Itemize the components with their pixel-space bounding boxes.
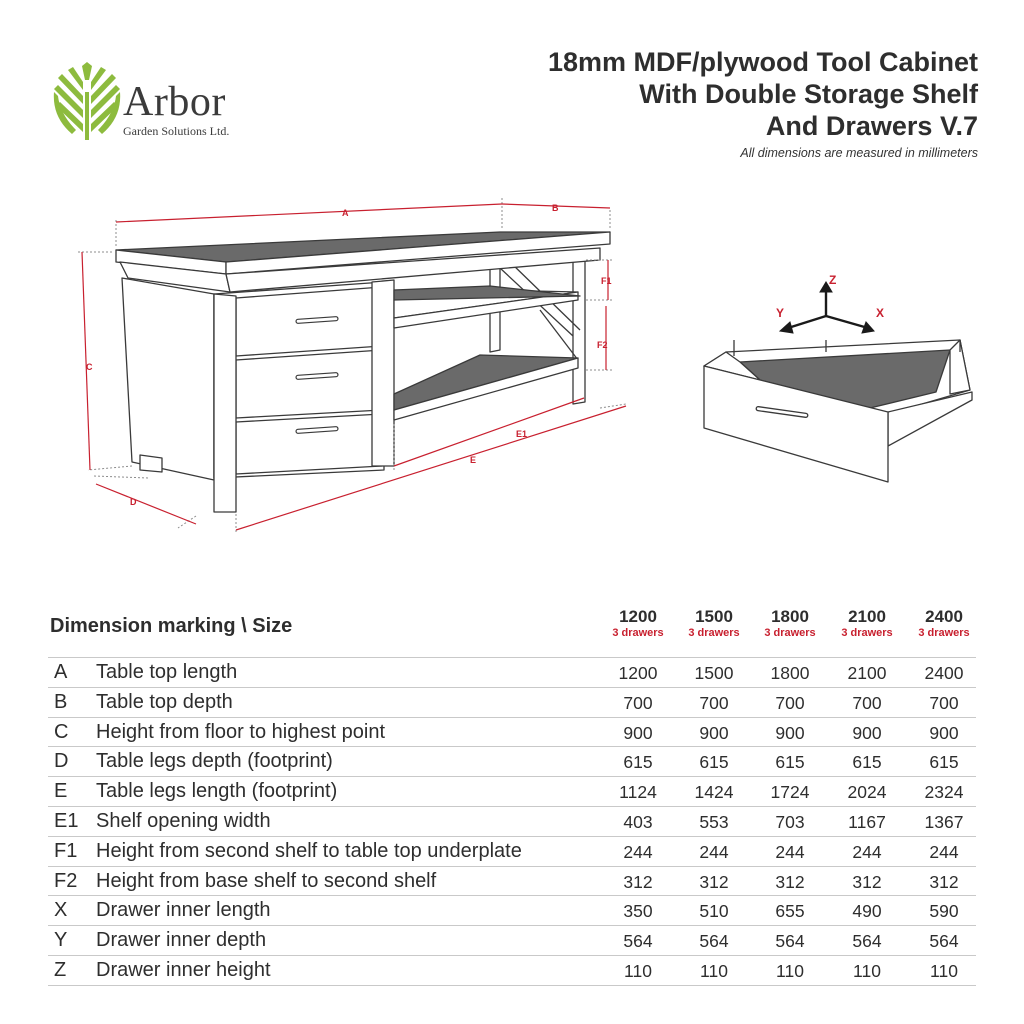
dimension-value: 244 — [699, 841, 729, 862]
drawer-count: 3 drawers — [764, 627, 816, 639]
dimension-mark: B — [54, 690, 68, 713]
drawer-count: 3 drawers — [841, 627, 893, 639]
dimension-value: 655 — [775, 901, 805, 922]
size-label: 2100 — [848, 607, 886, 626]
dim-label-f1: F1 — [601, 276, 612, 286]
dimension-value: 900 — [623, 722, 653, 743]
dimension-value: 703 — [775, 811, 805, 832]
table-row — [48, 895, 976, 925]
dimension-value: 615 — [623, 752, 653, 773]
dimension-value: 110 — [776, 960, 804, 981]
dim-label-e: E — [470, 455, 477, 465]
drawer-count: 3 drawers — [688, 627, 740, 639]
table-row — [48, 776, 976, 806]
dimension-mark: D — [54, 750, 69, 773]
table-row — [48, 717, 976, 747]
drawer-count: 3 drawers — [918, 627, 970, 639]
dimension-label: Table top length — [96, 661, 238, 683]
axis-label-z: Z — [829, 273, 837, 287]
dimension-value: 244 — [852, 841, 882, 862]
size-label: 1200 — [619, 607, 657, 626]
dimension-label: Drawer inner depth — [96, 929, 267, 952]
dimension-mark: X — [54, 899, 68, 922]
table-row — [48, 955, 976, 986]
dimension-mark: F1 — [54, 839, 78, 862]
title-line-2: With Double Storage Shelf — [639, 79, 978, 109]
size-label: 1500 — [695, 607, 733, 626]
dim-label-b: B — [552, 203, 559, 213]
dimension-label: Height from base shelf to second shelf — [96, 869, 437, 892]
brand-name: Arbor — [123, 79, 226, 125]
dimension-value: 1124 — [619, 782, 657, 803]
dimension-value: 312 — [929, 871, 959, 892]
dimension-value: 564 — [623, 931, 653, 952]
dim-label-c: C — [86, 362, 93, 372]
dimension-value: 900 — [775, 722, 805, 743]
dimension-value: 564 — [929, 931, 959, 952]
dimension-value: 110 — [930, 960, 958, 981]
dimension-label: Height from second shelf to table top underplate — [96, 839, 522, 862]
title-line-3: And Drawers V.7 — [765, 111, 978, 141]
dimension-value: 350 — [623, 901, 653, 922]
brand-tagline: Garden Solutions Ltd. — [123, 124, 230, 138]
dimension-value: 700 — [623, 692, 653, 713]
dimension-label: Table top depth — [96, 690, 233, 713]
dimension-value: 900 — [699, 722, 729, 743]
dimension-value: 564 — [775, 931, 805, 952]
size-column-header — [598, 607, 678, 639]
dimension-value: 590 — [929, 901, 959, 922]
size-column-header — [750, 607, 830, 639]
dimension-value: 615 — [699, 752, 729, 773]
table-row — [48, 657, 976, 687]
dimension-value: 1167 — [848, 811, 886, 832]
table-row — [48, 925, 976, 955]
dimension-value: 244 — [775, 841, 805, 862]
table-header-title: Dimension marking \ Size — [50, 615, 293, 637]
dimension-mark: Z — [54, 958, 67, 981]
dimension-value: 615 — [775, 752, 805, 773]
dimension-value: 564 — [852, 931, 882, 952]
drawer-count: 3 drawers — [612, 627, 664, 639]
table-row — [48, 746, 976, 776]
dimension-value: 110 — [700, 960, 728, 981]
dimension-label: Drawer inner length — [96, 899, 271, 922]
size-column-header — [674, 607, 754, 639]
dimension-mark: Y — [54, 929, 68, 952]
dimension-value: 490 — [852, 901, 882, 922]
dimension-value: 700 — [699, 692, 729, 713]
dimension-value: 1424 — [694, 782, 734, 803]
dimension-value: 553 — [699, 811, 729, 832]
dimension-value: 900 — [852, 722, 882, 743]
table-row — [48, 687, 976, 717]
dimension-value: 312 — [623, 871, 653, 892]
dimension-value: 1200 — [618, 663, 658, 683]
dim-label-a: A — [342, 208, 349, 218]
dimension-value: 2400 — [924, 663, 964, 683]
dimension-value: 110 — [624, 960, 652, 981]
dimension-mark: C — [54, 720, 69, 743]
dimension-value: 1367 — [924, 811, 964, 832]
dimension-value: 900 — [929, 722, 959, 743]
dimension-mark: E1 — [54, 809, 79, 832]
dimension-value: 244 — [929, 841, 959, 862]
table-row — [48, 866, 976, 896]
dimension-label: Table legs length (footprint) — [96, 780, 338, 803]
dimension-value: 700 — [775, 692, 805, 713]
table-row — [48, 806, 976, 836]
dimension-value: 1800 — [770, 663, 810, 683]
dimension-label: Shelf opening width — [96, 809, 271, 832]
dimension-value: 615 — [852, 752, 882, 773]
dimension-value: 244 — [623, 841, 653, 862]
table-row — [48, 836, 976, 866]
dimension-label: Drawer inner height — [96, 958, 271, 981]
dim-label-e1: E1 — [516, 429, 528, 439]
dimension-value: 2100 — [847, 663, 887, 683]
dimension-value: 2324 — [924, 782, 964, 803]
size-column-header — [827, 607, 907, 639]
dimension-value: 2024 — [847, 782, 887, 803]
dimension-value: 1724 — [770, 782, 810, 803]
dimension-mark: A — [54, 661, 68, 683]
axis-label-y: Y — [776, 306, 785, 320]
dimension-value: 700 — [852, 692, 882, 713]
dimension-value: 312 — [775, 871, 805, 892]
dim-label-f2: F2 — [597, 340, 608, 350]
dimension-mark: E — [54, 780, 68, 803]
dimension-value: 700 — [929, 692, 959, 713]
dimension-value: 312 — [699, 871, 729, 892]
dimension-value: 312 — [852, 871, 882, 892]
dimension-value: 615 — [929, 752, 959, 773]
dimension-value: 110 — [853, 960, 881, 981]
dimension-value: 564 — [699, 931, 729, 952]
dimension-value: 1500 — [694, 663, 734, 683]
dimension-mark: F2 — [54, 869, 78, 892]
title-line-1: 18mm MDF/plywood Tool Cabinet — [547, 47, 978, 77]
units-note: All dimensions are measured in millimeters — [740, 146, 978, 160]
table-body — [48, 657, 976, 986]
size-label: 2400 — [925, 607, 963, 626]
dim-label-d: D — [130, 497, 137, 507]
axis-label-x: X — [876, 306, 885, 320]
size-label: 1800 — [771, 607, 809, 626]
dimension-value: 510 — [699, 901, 729, 922]
size-column-header — [904, 607, 984, 639]
dimension-label: Height from floor to highest point — [96, 720, 386, 743]
dimension-label: Table legs depth (footprint) — [96, 750, 333, 773]
dimension-value: 403 — [623, 811, 653, 832]
